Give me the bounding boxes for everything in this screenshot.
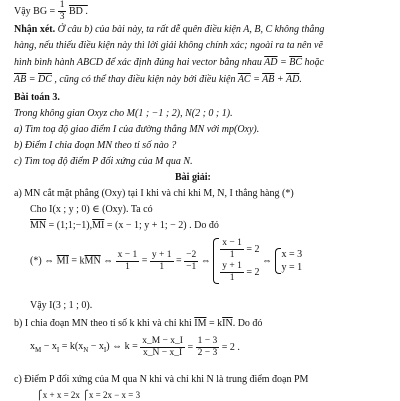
vec-im: $\overline{IM}$ [194,318,207,329]
sys1-rhs-1: = 2 [246,243,260,255]
plus-sign: + [274,74,286,85]
system-1-row-1 [220,238,259,261]
eq-sign: = [139,255,150,267]
k-frac-den: x_N − x_I [143,348,183,358]
k-value-fraction [196,336,220,359]
star-iff: (*) ⇔ [30,255,57,267]
eq-sign: = [173,255,185,267]
solution-b-line-1 [14,318,262,329]
sys1-num-1: x − 1 [222,238,242,248]
bg-fraction [58,0,67,23]
remark-line-3 [14,57,324,68]
vec-ac: $\overline{AC}$ [237,74,251,85]
remark-line-2: hàng, nếu thiếu điều kiện này thì lời giải không chính xác; ngoài ra ta nên vẽ [14,40,323,51]
frac-x-num: x − 1 [117,249,138,260]
solution-b-formula [30,336,240,359]
bg-conclusion-line [14,0,88,23]
system-1-row-2 [220,261,259,284]
period: . [299,74,302,85]
fraction-x [116,250,140,273]
brace [213,238,219,284]
sys1-num-2: y + 1 [222,261,242,271]
system-1 [213,238,259,284]
remark-hoac: hoặc [302,57,324,68]
frac-y-num: y + 1 [151,249,172,260]
fraction-z [184,250,198,273]
brace [275,248,281,274]
sys1-den-2: 1 [229,273,235,283]
eq-sign: = [250,74,263,85]
remark-text-4: , cũng có thể thay điều kiện này bởi điều kiện [51,74,238,85]
bg-prefix: Vậy BG = [14,5,58,17]
sub-i: I [56,346,60,354]
iff-sign: ⇔ [259,255,275,267]
remark-label: Nhận xét. [14,24,56,35]
xm-minus-xi [30,341,140,352]
x: x [30,341,35,352]
vec-ab-2: $\overline{AB}$ [262,74,275,85]
solution-a-line-2: Cho I(x ; y ; 0) ∈ (Oxy). Ta có [30,204,153,215]
k-fraction [140,336,185,359]
vec-ab: $\overline{AB}$ [14,74,27,85]
iff-sign: ⇔ [198,255,214,267]
mi-coords: = (x − 1; y + 1; − 2) . Do đó [104,220,219,231]
bg-frac-num: 1 [59,0,65,10]
remark-line-4 [14,74,302,85]
k-result: = 2 . [219,342,240,353]
k-frac-num: x_M − x_I [142,336,183,346]
fraction-y [150,250,174,273]
k-val-num: 1 − 3 [197,336,218,346]
sub-i: I [103,346,107,354]
sys1-frac-1 [220,238,244,261]
eq-k: = k [68,255,85,267]
vec-mi-2: $\overline{MI}$ [56,255,69,267]
problem-part-c: c) Tìm toạ độ điểm P đối xứng của M qua N. [14,156,193,167]
eq-sign: = [184,342,196,353]
sys1-frac-2 [220,261,244,284]
iff-k: ) ⇔ k = [106,341,141,352]
system-2-row-2: y = 1 [281,262,303,273]
solution-title: Bài giải: [175,172,211,183]
iff-sign: ⇔ [100,255,116,267]
vec-ad: $\overline{AD}$ [264,57,278,68]
vec-mi: $\overline{MI}$ [92,220,105,231]
minus-x: − x [41,341,57,352]
eq-k: = k [206,318,223,329]
eq-k-x: = k(x [59,341,84,352]
problem-title: Bài toán 3. [14,92,60,103]
frac-z-num: −2 [186,249,197,260]
bg-suffix: BD . [68,5,88,17]
remark-line-1 [14,24,324,35]
eq-sign: = [26,74,38,85]
vec-ad-2: $\overline{AD}$ [285,74,300,85]
vec-in: $\overline{IN}$ [222,318,233,329]
remark-text-3: hình bình hành ABCD để xác định đúng hai vector bằng nhau [14,57,265,68]
solution-a-equation [30,238,302,284]
frac-x-den: 1 [125,261,130,272]
system-2 [275,248,303,274]
b-text: b) I chia đoạn MN theo tỉ số k khi và chỉ khi [14,318,195,329]
frac-z-den: −1 [186,261,197,272]
b-end: . Do đó [232,318,263,329]
remark-text-1: Ở câu b) của bài này, ta rất dễ quên điều kiện A, B, C không thẳng [55,24,325,35]
solution-c-line-1: c) Điểm P đối xứng của M qua N khi và chỉ khi N là trung điểm đoạn PM [14,374,309,385]
minus-x: − x [88,341,104,352]
bg-frac-den: 3 [59,12,65,22]
sys1-rhs-2: = 2 [246,266,260,278]
system-2-row-1: x = 3 [281,249,303,260]
frac-y-den: 1 [159,261,165,272]
vec-dc: $\overline{DC}$ [37,74,52,85]
vec-bc: $\overline{BC}$ [289,57,303,68]
problem-part-b: b) Điểm I chia đoạn MN theo tỉ số nào ? [14,140,177,151]
problem-intro: Trong không gian Oxyz cho M(1 ; −1 ; 2), N(2 ; 0 ; 1). [14,108,233,119]
vec-mn: $\overline{MN}$ [30,220,47,231]
solution-a-line-1: a) MN cắt mặt phẳng (Oxy) tại I khi và chỉ khi M, N, I thẳng hàng (*) [14,188,294,199]
solution-a-conclusion: Vậy I(3 ; 1 ; 0). [30,300,93,311]
solution-c-line-2: ⎧x + x = 2x ⎧x = 2x − x = 3 [36,390,141,400]
mn-coords: = (1;1;−1), [46,220,93,231]
k-val-den: 2 − 3 [197,348,218,358]
sys1-den-1: 1 [229,250,235,260]
vec-mn-2: $\overline{MN}$ [84,255,101,267]
problem-part-a: a) Tìm toạ độ giao điểm I của đường thẳng MN với mp(Oxy). [14,124,260,135]
eq-sign: = [277,57,290,68]
sub-n: N [83,346,89,354]
solution-a-line-3 [30,220,219,231]
sub-m: M [35,346,42,354]
